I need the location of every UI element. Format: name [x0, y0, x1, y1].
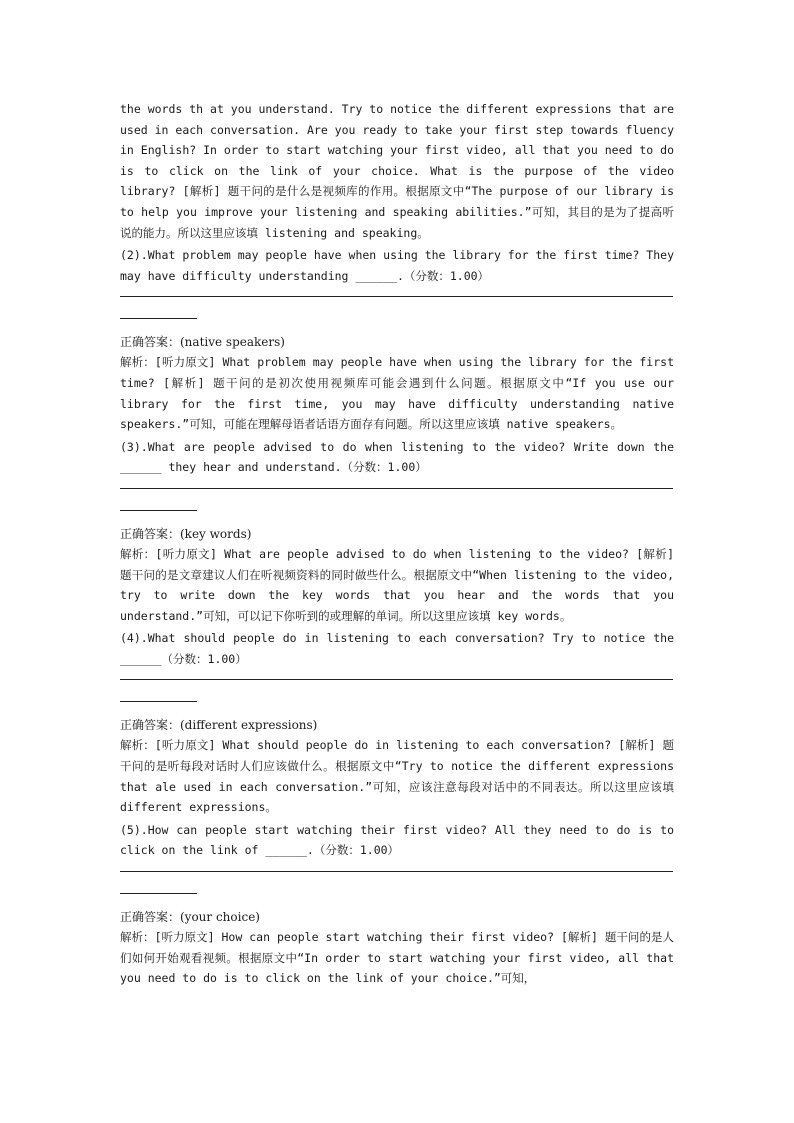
analysis-text: 解析：[听力原文] How can people start watching their first video? [解析] 题干问的是人们如何开始观看视频。根据原文中“In order to start watching your first video, all that you need to do is to click on the link of your choice.”可知， [120, 930, 674, 986]
answer-line-short [120, 318, 197, 319]
answer-blank-lines [120, 478, 674, 524]
intro-paragraph: the words th at you understand. Try to notice the different expressions that are used in each conversation. Are you ready to take your first step towards fluency in English? In order to start watching your first video, all that you need to do is to click on the link of your choice. What is the purpose of the video library? [解析] 题干问的是什么是视频库的作用。根据原文中“The purpose of our library is to help you improve your listening and speaking abilities.”可知，其目的是为了提高听说的能力。所以这里应该填 listening and speaking。 [120, 102, 674, 240]
answer-line-short [120, 701, 197, 702]
question-item [120, 628, 674, 818]
answer-line [120, 871, 673, 872]
analysis-text: 解析：[听力原文] What problem may people have when using the library for the first time? [解析] 题干问的是初次使用视频库可能会遇到什么问题。根据原文中“If you use our library for the first time, you may have difficulty understanding native speakers.”可知，可能在理解母语者话语方面存有问题。所以这里应该填 native speakers。 [120, 355, 674, 432]
answer-blank-lines [120, 286, 674, 332]
answer-line-short [120, 510, 197, 511]
question-text: (5).How can people start watching their first video? All they need to do is to click on the link of ______.（分数：1.00） [120, 822, 674, 858]
correct-answer: 正确答案：(key words) [120, 526, 252, 541]
answer-line [120, 488, 673, 489]
analysis-text: 解析：[听力原文] What are people advised to do when listening to the video? [解析] 题干问的是文章建议人们在听视频资料的同时做些什么。根据原文中“When listening to the video, try to write down the key words that you hear and the words that you understand.”可知，可以记下你听到的或理解的单词。所以这里应该填 key words。 [120, 546, 709, 623]
question-item [120, 820, 674, 989]
correct-answer: 正确答案：(native speakers) [120, 335, 285, 350]
analysis-text: 解析：[听力原文] What should people do in listening to each conversation? [解析] 题干问的是听每段对话时人们应该做什么。根据原文中“Try to notice the different expressions that ale used in each conversation.”可知，应该注意每段对话中的不同表达。所以这里应该填 different expressions。 [120, 738, 674, 815]
answer-line-short [120, 893, 197, 894]
question-text: (2).What problem may people have when using the library for the first time? They may have difficulty understanding ______.（分数：1.00） [120, 248, 674, 283]
question-text: (3).What are people advised to do when listening to the video? Write down the ______ they hear and understand.（分数：1.00） [120, 439, 674, 475]
answer-line [120, 296, 673, 297]
correct-answer: 正确答案：(different expressions) [120, 718, 318, 733]
question-item [120, 437, 709, 627]
correct-answer: 正确答案：(your choice) [120, 910, 260, 925]
question-text: (4).What should people do in listening to each conversation? Try to notice the ______（分数：1.00） [120, 631, 674, 666]
answer-line [120, 679, 673, 680]
question-item [120, 245, 674, 435]
answer-blank-lines [120, 669, 674, 715]
document-page [120, 99, 709, 989]
answer-blank-lines [120, 861, 674, 907]
